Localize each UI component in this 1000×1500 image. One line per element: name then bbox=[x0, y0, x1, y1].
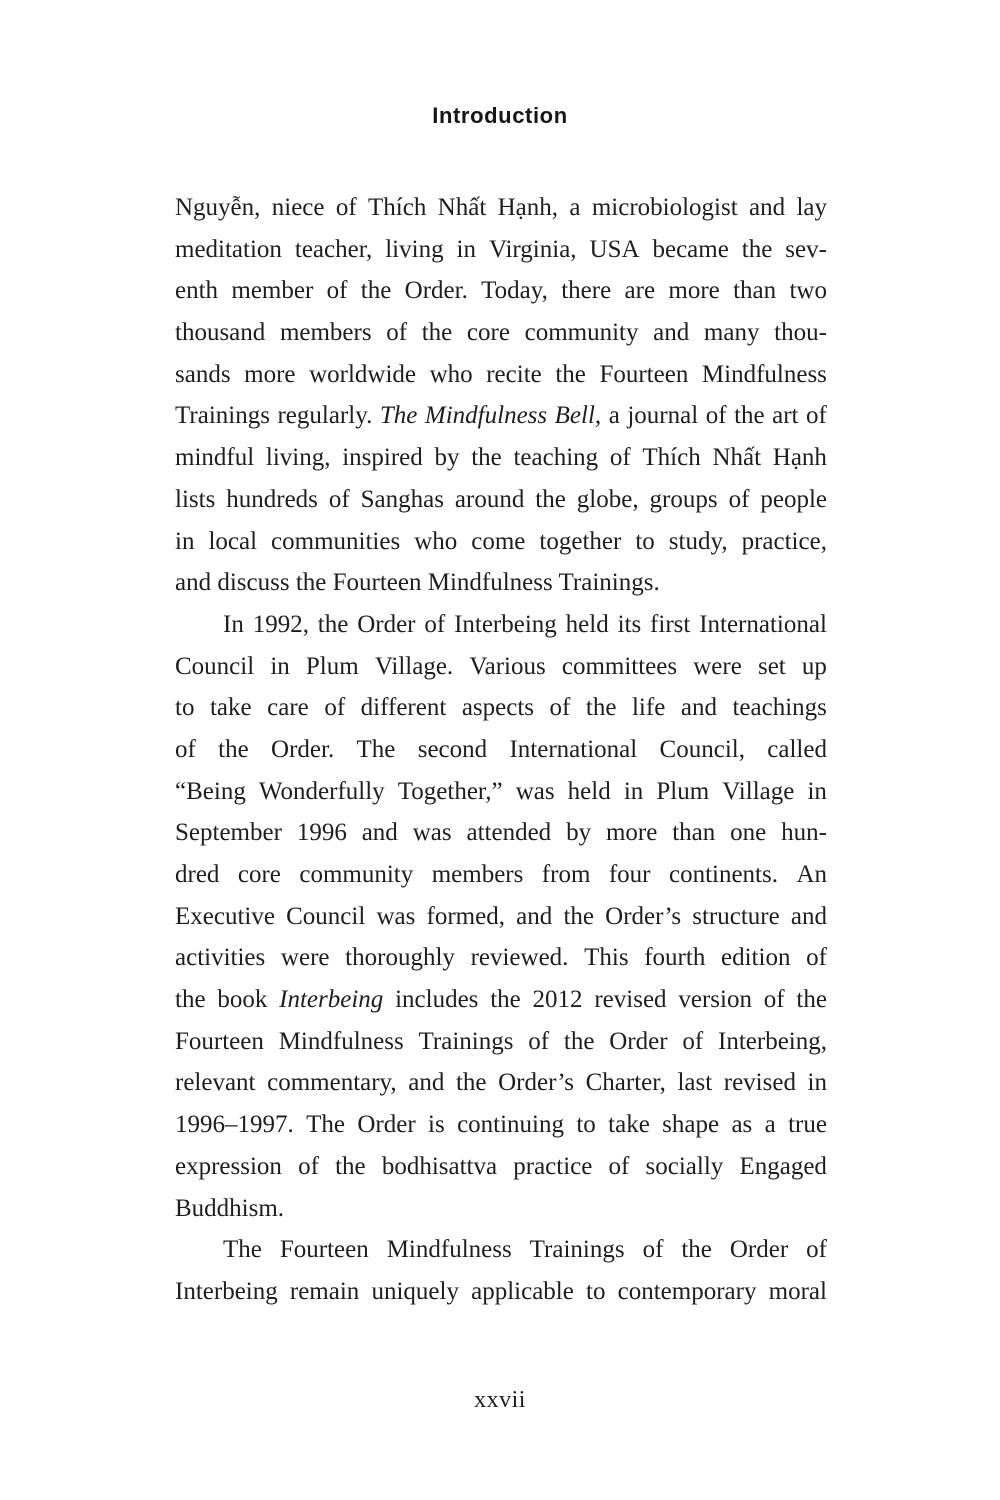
text-line: “Being Wonderfully Together,” was held in Plum Village in bbox=[175, 777, 827, 805]
text-line: In 1992, the Order of Interbeing held its first International bbox=[223, 610, 827, 638]
running-head: Introduction bbox=[432, 103, 568, 128]
text-line: Fourteen Mindfulness Trainings of the Order of Interbeing, bbox=[175, 1027, 827, 1055]
text-line: enth member of the Order. Today, there are more than two bbox=[175, 277, 827, 305]
page-number: xxvii bbox=[474, 1387, 526, 1413]
text-line: meditation teacher, living in Virginia, USA became the sev- bbox=[175, 235, 827, 263]
text-line: The Fourteen Mindfulness Trainings of the Order of bbox=[223, 1236, 827, 1264]
text-line: in local communities who come together to study, practice, bbox=[175, 527, 827, 555]
text-line: dred core community members from four continents. An bbox=[175, 861, 827, 888]
text-line: Council in Plum Village. Various committees were set up bbox=[175, 652, 827, 680]
text-line: Buddhism. bbox=[175, 1194, 285, 1222]
body-text bbox=[175, 187, 827, 1313]
text-line: lists hundreds of Sanghas around the globe, groups of people bbox=[175, 485, 827, 513]
text-line: 1996–1997. The Order is continuing to take shape as a true bbox=[175, 1111, 827, 1139]
text-line: Trainings regularly. The Mindfulness Bell, a journal of the art of bbox=[175, 402, 827, 430]
text-line: thousand members of the core community and many thou- bbox=[175, 319, 827, 347]
text-line: the book Interbeing includes the 2012 revised version of the bbox=[175, 986, 827, 1014]
text-line: relevant commentary, and the Order’s Charter, last revised in bbox=[175, 1069, 827, 1097]
text-line: mindful living, inspired by the teaching of Thích Nhất Hạnh bbox=[175, 444, 827, 472]
text-line: activities were thoroughly reviewed. This fourth edition of bbox=[175, 944, 827, 972]
text-line: of the Order. The second International Council, called bbox=[175, 735, 827, 763]
text-line: sands more worldwide who recite the Fourteen Mindfulness bbox=[175, 360, 827, 388]
text-line: and discuss the Fourteen Mindfulness Trainings. bbox=[175, 569, 660, 597]
text-line: Nguyễn, niece of Thích Nhất Hạnh, a microbiologist and lay bbox=[175, 194, 827, 221]
text-line: to take care of different aspects of the life and teachings bbox=[175, 694, 827, 722]
text-line: expression of the bodhisattva practice of socially Engaged bbox=[175, 1152, 827, 1180]
text-line: Executive Council was formed, and the Order’s structure and bbox=[175, 902, 827, 930]
text-line: September 1996 and was attended by more than one hun- bbox=[175, 819, 827, 847]
text-line: Interbeing remain uniquely applicable to contemporary moral bbox=[175, 1277, 827, 1305]
